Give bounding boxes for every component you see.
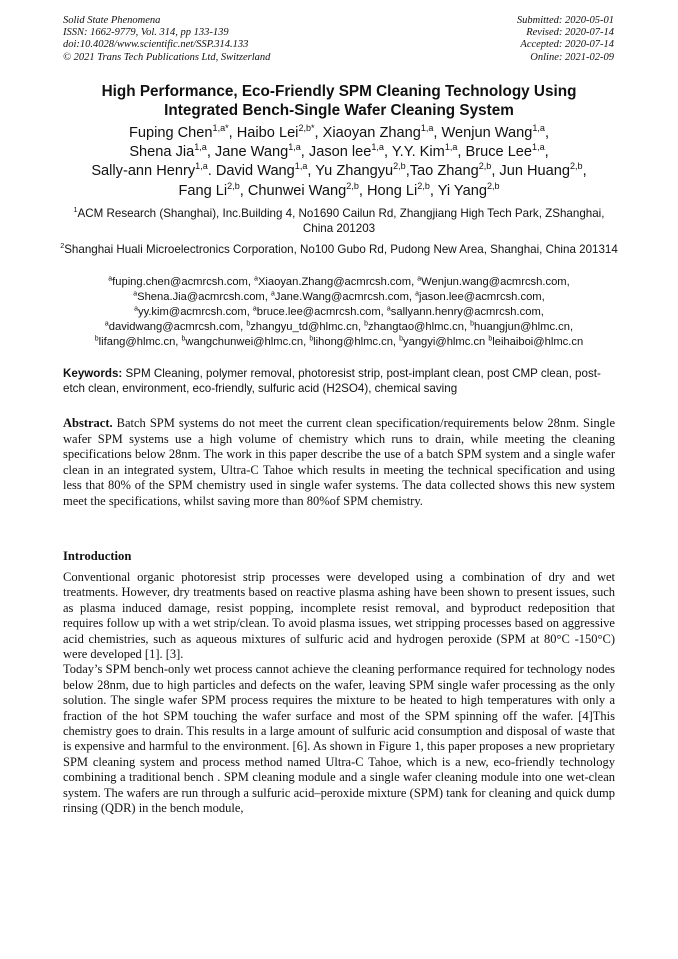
author-name: , Wenjun Wang	[433, 125, 533, 141]
abstract-text: Batch SPM systems do not meet the current clean specification/requirements below 28nm. Single wafer SPM systems use a high volume of chemistry which runs to drain, while meeting the cleaning specifications below 28nm. The work in this paper describe the use of a batch SPM system and a single wafer clean in an integrated system, Ultra-C Tahoe which results in meeting the technical specification and using less that 80% of the SPM chemistry used in single wafer systems. The data collected shows this new system meet the specifications, whilst saving more than 80%of SPM chemistry.	[63, 416, 615, 508]
email-affiliation-mark: a	[134, 305, 138, 313]
author-line	[40, 182, 638, 201]
revised-date: Revised: 2020-07-14	[526, 27, 614, 39]
journal-name: Solid State Phenomena	[63, 15, 161, 26]
email-line	[44, 275, 634, 290]
email-address: jason.lee@acmrcsh.com,	[418, 290, 545, 303]
email-affiliation-mark: a	[386, 305, 391, 313]
email-affiliation-mark: b	[364, 319, 369, 327]
email-address: Shena.Jia@acmrcsh.com,	[137, 290, 271, 303]
email-address: Xiaoyan.Zhang@acmrcsh.com,	[257, 276, 418, 288]
author-affiliation-mark: 2,b	[486, 180, 500, 191]
copyright-line: © 2021 Trans Tech Publications Ltd, Switzerland	[63, 51, 271, 63]
email-line	[44, 305, 634, 320]
email-affiliation-mark: a	[415, 290, 419, 298]
author-list	[40, 124, 638, 201]
author-affiliation-mark: 1,a	[371, 142, 384, 153]
author-name: Fuping Chen	[128, 125, 213, 141]
issn-line: ISSN: 1662-9779, Vol. 314, pp 133-139	[63, 27, 229, 39]
author-name: ,	[544, 144, 549, 161]
author-name: , Y.Y. Kim	[383, 144, 445, 161]
author-name: , Yi Yang	[429, 182, 487, 199]
email-address: Jane.Wang@acmrcsh.com,	[274, 290, 416, 303]
keywords	[63, 366, 615, 396]
keywords-text: SPM Cleaning, polymer removal, photoresist strip, post-implant clean, post CMP clean, post-etch clean, environment, eco-friendly, sulfuric acid (H2SO4), chemical saving	[63, 367, 601, 396]
paragraph: Conventional organic photoresist strip processes were developed using a combination of dry and wet treatments. However, dry treatments based on reactive plasma ashing have been shown to present issues, such as plasma induced damage, resist popping, incomplete resist removal, and byproduct redeposition that requires follow up with a wet strip/clean. To avoid plasma issues, wet stripping processes based on aggressive acid chemistries, such as aqueous mixtures of sulfuric acid and hydrogen peroxide (SPM at 80°C -150°C) were developed [1]. [3].	[63, 570, 615, 662]
email-affiliation-mark: a	[270, 290, 275, 298]
email-address: huangjun@hlmc.cn,	[474, 320, 574, 333]
paragraph: Today’s SPM bench-only wet process cannot achieve the cleaning performance required for technology nodes below 28nm, due to high particles and defects on the wafer, leaving SPM single wafer processing as the only solution. The single wafer SPM process requires the mixture to be heated to high temperatures with only a fraction of the hot SPM touching the wafer surface and most of the SPM spinning off the wafer. [4]This chemistry goes to drain. This results in a large amount of sulfuric acid consumption and disposal of waste that is expensive and harmful to the environment. [6]. As shown in Figure 1, this paper proposes a new proprietary SPM cleaning system and process method named Ultra-C Tahoe, which is a new, eco-friendly technology combining a traditional bench . SPM cleaning module and a single wafer cleaning module into one wet-clean system. The wafers are run through a sulfuric acid–peroxide mixture (SPM) tank for cleaning and quick dump rinsing (QDR) in the bench module,	[63, 662, 615, 816]
paper-title	[40, 82, 638, 120]
email-address: lihong@hlmc.cn,	[313, 335, 400, 348]
author-affiliation-mark: 2,b	[478, 161, 492, 172]
abstract-label: Abstract.	[63, 416, 113, 430]
author-name: , Jason lee	[300, 144, 372, 161]
author-name: Shena Jia	[129, 144, 195, 161]
affiliation-number: 1	[73, 205, 78, 215]
email-affiliation-mark: a	[254, 275, 258, 283]
email-address: leihaiboi@hlmc.cn	[492, 335, 584, 348]
author-name: , Hong Li	[358, 182, 418, 199]
author-affiliation-mark: 1,a	[294, 161, 308, 172]
email-affiliation-mark: b	[399, 334, 404, 342]
author-name: ,	[582, 163, 587, 180]
title-line-2: Integrated Bench-Single Wafer Cleaning System	[164, 102, 514, 119]
introduction-heading: Introduction	[63, 549, 132, 563]
author-affiliation-mark: 2,b	[227, 180, 240, 191]
author-affiliation-mark: 1,a	[532, 142, 545, 153]
email-affiliation-mark: b	[309, 334, 314, 342]
author-affiliation-mark: 2,b	[346, 180, 359, 191]
email-affiliation-mark: b	[94, 334, 99, 342]
author-affiliation-mark: 2,b	[417, 180, 430, 191]
email-affiliation-mark: b	[181, 334, 186, 342]
email-address: bruce.lee@acmrcsh.com,	[256, 305, 387, 318]
author-name: , Jun Huang	[491, 163, 571, 180]
author-affiliation-mark: 1,a	[195, 161, 208, 172]
doi-line: doi:10.4028/www.scientific.net/SSP.314.133	[63, 39, 249, 51]
author-name: . David Wang	[207, 163, 295, 180]
author-name: , Chunwei Wang	[239, 182, 347, 199]
author-line	[40, 162, 638, 181]
email-affiliation-mark: b	[246, 319, 251, 327]
email-affiliation-mark: a	[417, 275, 422, 283]
email-affiliation-mark: a	[133, 290, 138, 298]
email-address: Wenjun.wang@acmrcsh.com,	[421, 276, 570, 288]
email-address: wangchunwei@hlmc.cn,	[185, 335, 310, 348]
email-address: lifang@hlmc.cn,	[98, 335, 182, 348]
email-address: fuping.chen@acmrcsh.com,	[112, 276, 255, 288]
affiliation-number: 2	[60, 241, 65, 251]
email-list	[44, 275, 634, 350]
keywords-label: Keywords:	[63, 367, 123, 380]
email-address: yangyi@hlmc.cn	[403, 335, 489, 348]
author-name: , Bruce Lee	[457, 144, 533, 161]
email-address: zhangyu_td@hlmc.cn,	[250, 320, 365, 333]
author-name: Sally-ann Henry	[91, 163, 196, 180]
author-name: , Jane Wang	[206, 144, 289, 161]
email-line	[44, 335, 634, 350]
title-line-1: High Performance, Eco-Friendly SPM Cleaning Technology Using	[101, 83, 577, 100]
email-address: yy.kim@acmrcsh.com,	[137, 305, 253, 318]
affiliation-1	[60, 206, 618, 237]
email-address: sallyann.henry@acmrcsh.com,	[390, 305, 544, 318]
author-affiliation-mark: 1,a	[194, 142, 207, 153]
author-line	[40, 143, 638, 162]
author-affiliation-mark: 2,b*	[298, 123, 315, 134]
author-affiliation-mark: 2,b	[393, 161, 406, 172]
email-affiliation-mark: a	[104, 319, 109, 327]
author-name: ,	[544, 125, 550, 141]
submitted-date: Submitted: 2020-05-01	[516, 15, 614, 26]
email-line	[44, 290, 634, 305]
introduction-body	[63, 570, 615, 817]
affiliation-text: Shanghai Huali Microelectronics Corporation, No100 Gubo Rd, Pudong New Area, Shanghai, China 201314	[64, 243, 618, 256]
email-affiliation-mark: b	[488, 334, 493, 342]
author-affiliation-mark: 1,a	[288, 142, 301, 153]
affiliation-2	[60, 242, 618, 257]
email-address: zhangtao@hlmc.cn,	[368, 320, 471, 333]
accepted-date: Accepted: 2020-07-14	[520, 39, 614, 51]
email-affiliation-mark: a	[252, 305, 257, 313]
abstract	[63, 416, 615, 509]
author-line	[40, 124, 638, 143]
email-line	[44, 320, 634, 335]
journal-info	[63, 15, 270, 64]
email-affiliation-mark: a	[108, 275, 113, 283]
author-name: ,Tao Zhang	[405, 163, 479, 180]
online-date: Online: 2021-02-09	[530, 51, 614, 63]
author-affiliation-mark: 1,a	[532, 123, 545, 134]
affiliation-text: ACM Research (Shanghai), Inc.Building 4, No1690 Cailun Rd, Zhangjiang High Tech Park, ZShanghai, China 201203	[77, 207, 605, 236]
author-affiliation-mark: 1,a	[420, 123, 434, 134]
author-name: , Xiaoyan Zhang	[314, 125, 421, 141]
author-name: , Yu Zhangyu	[307, 163, 394, 180]
author-affiliation-mark: 1,a*	[212, 123, 229, 134]
author-name: Fang Li	[178, 182, 228, 199]
email-affiliation-mark: b	[470, 319, 475, 327]
email-address: davidwang@acmrcsh.com,	[108, 320, 247, 333]
publication-dates	[517, 15, 614, 64]
author-affiliation-mark: 1,a	[444, 142, 458, 153]
author-name: , Haibo Lei	[228, 125, 299, 141]
author-affiliation-mark: 2,b	[570, 161, 583, 172]
